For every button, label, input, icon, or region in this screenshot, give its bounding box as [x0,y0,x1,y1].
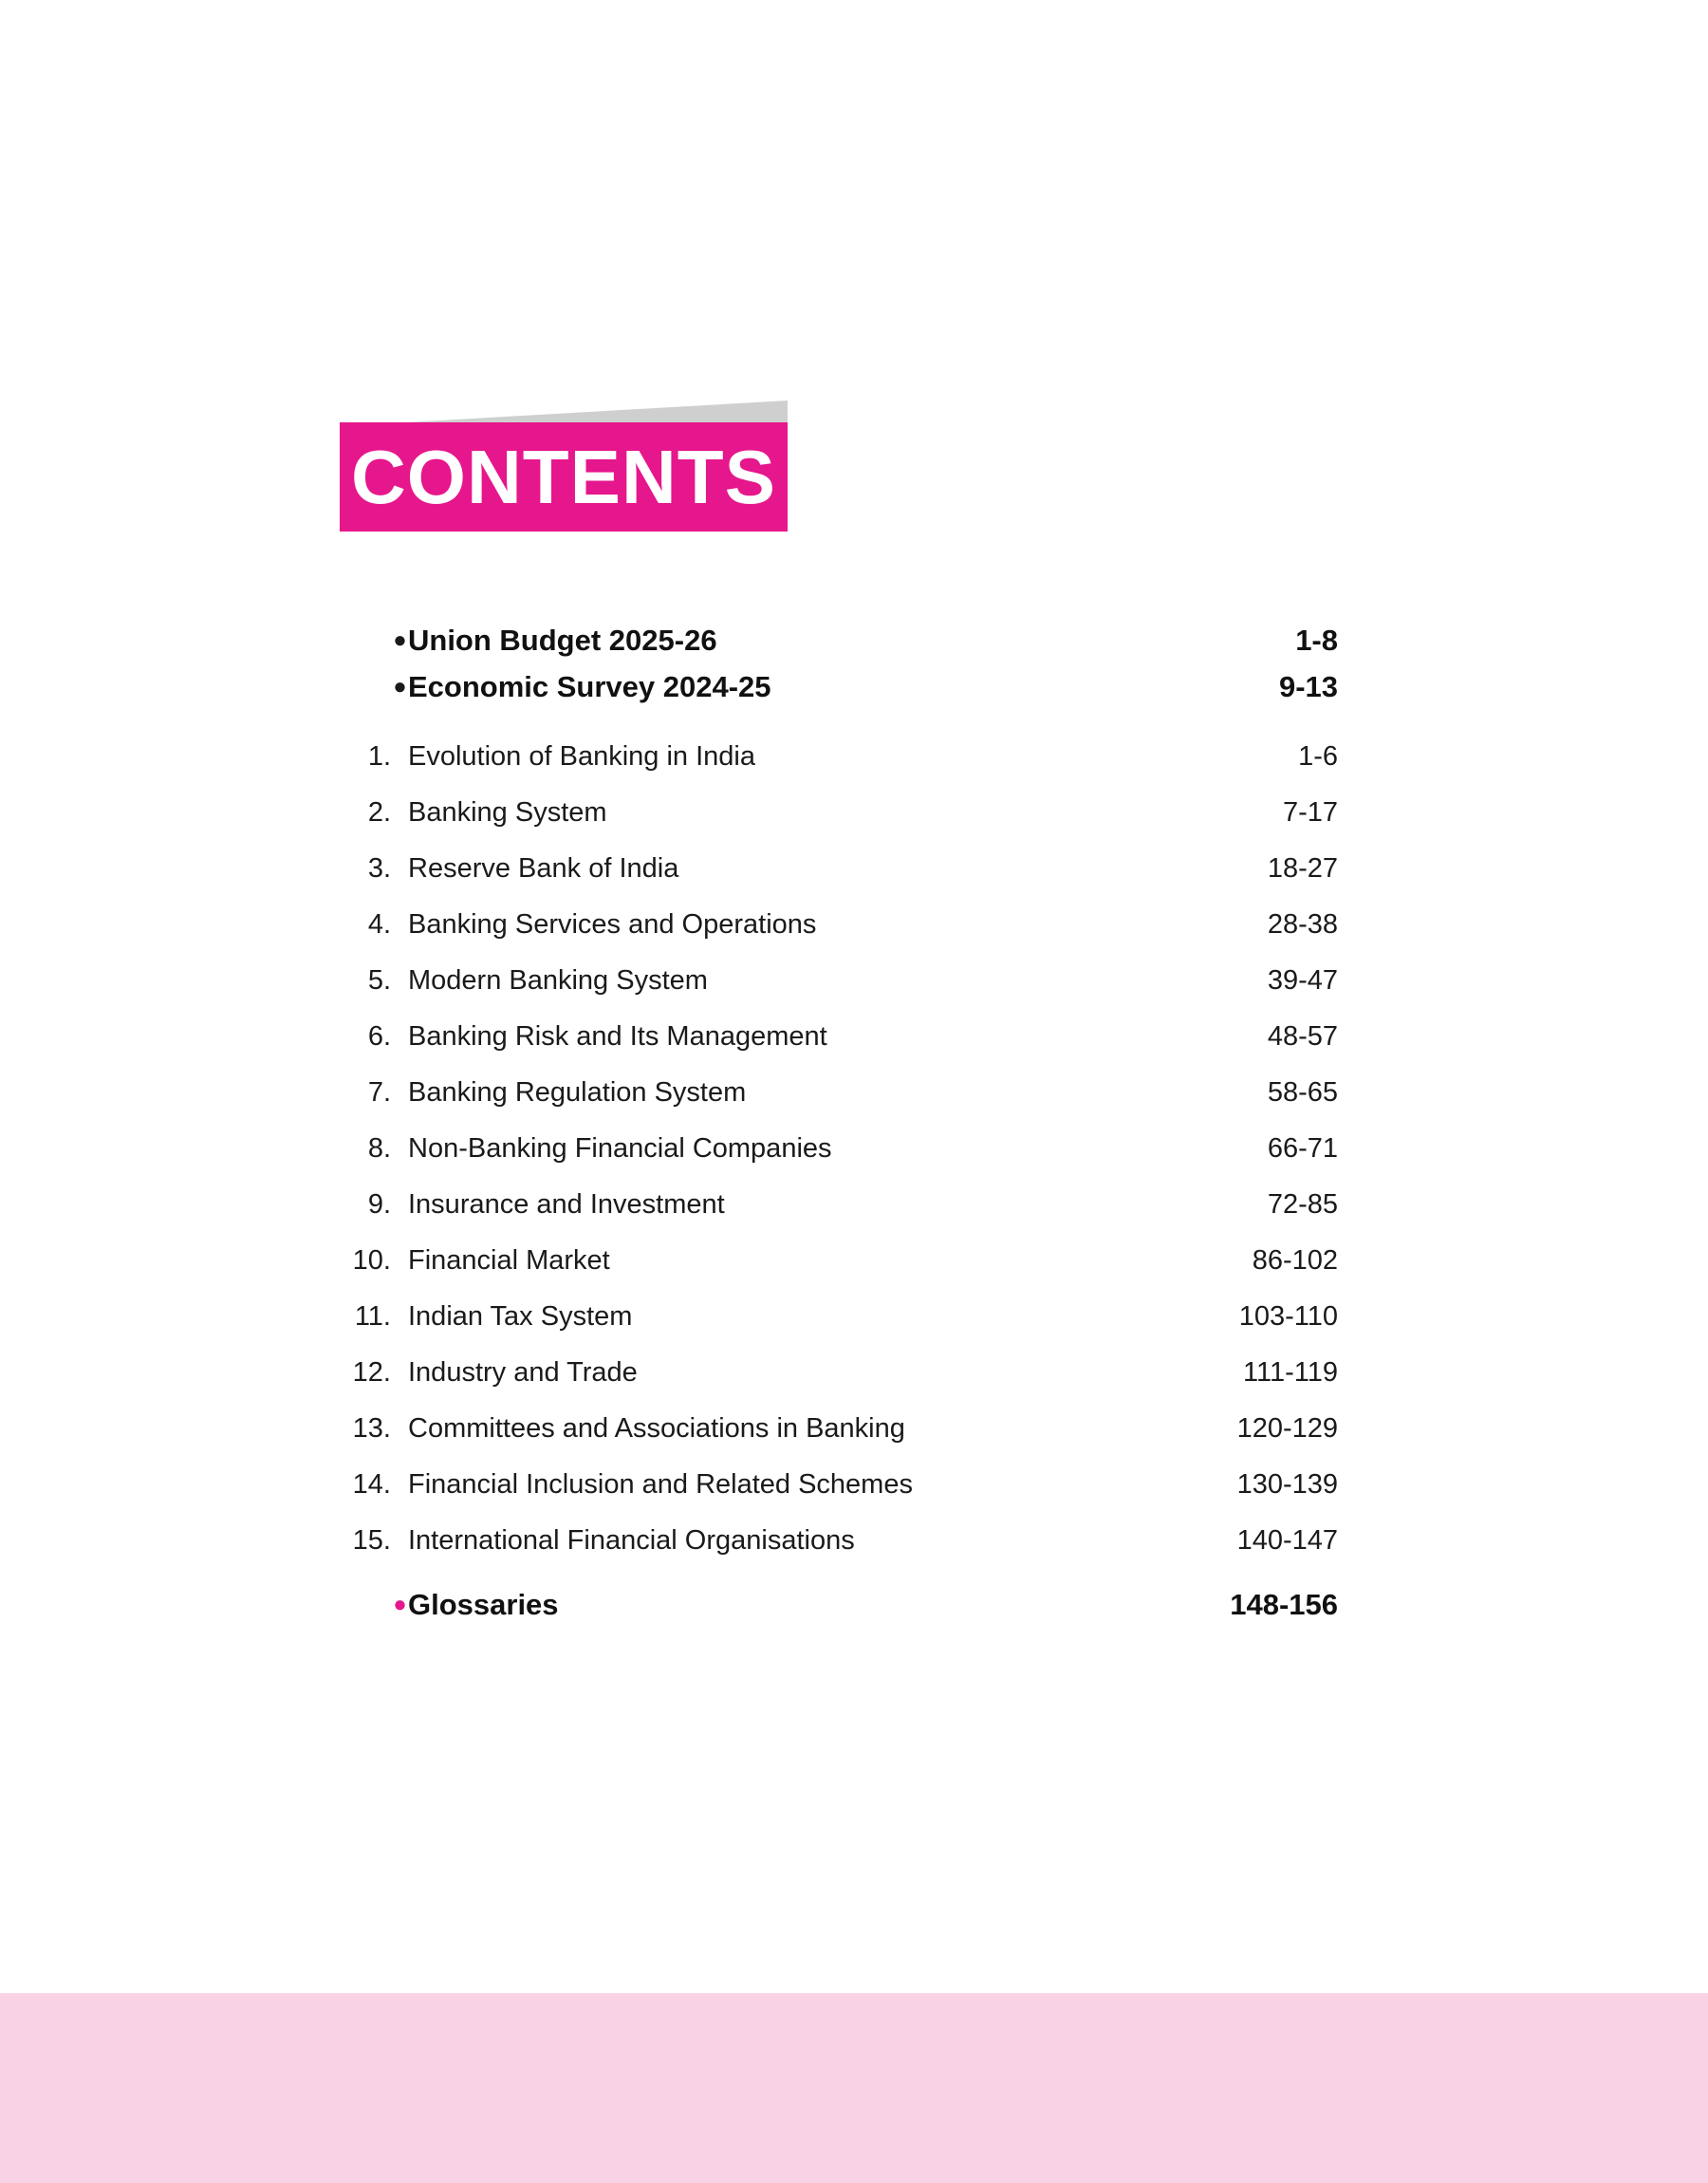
chapter-row[interactable] [340,1289,1338,1345]
chapter-number: 15. [352,1525,391,1556]
contents-heading [340,401,788,532]
chapter-pages: 58-65 [1267,1077,1338,1108]
chapter-title: Banking Risk and Its Management [408,1021,827,1052]
chapter-row[interactable] [340,1177,1338,1233]
chapter-title: Non-Banking Financial Companies [408,1133,832,1164]
chapter-title: Industry and Trade [408,1357,638,1388]
chapter-title: Banking System [408,797,607,828]
table-of-contents [340,617,1338,1628]
chapter-number: 8. [367,1133,391,1164]
chapter-number: 13. [352,1413,391,1444]
chapter-title: Insurance and Investment [408,1189,725,1220]
chapter-number: 2. [367,797,391,828]
chapter-title: Evolution of Banking in India [408,741,755,772]
chapter-pages: 120-129 [1236,1413,1338,1444]
chapter-row[interactable] [340,1345,1338,1401]
chapter-pages: 72-85 [1267,1189,1338,1220]
chapter-title: Committees and Associations in Banking [408,1413,905,1444]
toc-highlight-title: Glossaries [408,1587,559,1621]
chapter-pages: 86-102 [1252,1245,1338,1276]
chapter-pages: 103-110 [1238,1301,1338,1332]
chapter-row[interactable] [340,1065,1338,1121]
chapter-title: Banking Services and Operations [408,909,817,940]
chapter-row[interactable] [340,1457,1338,1513]
bullet-icon: ● [393,626,407,653]
chapter-number: 5. [367,965,391,996]
chapter-row[interactable] [340,1009,1338,1065]
toc-highlight-pages: 1-8 [1295,623,1338,657]
bullet-icon: ● [393,1591,407,1617]
chapter-row[interactable] [340,841,1338,897]
chapter-title: Financial Market [408,1245,610,1276]
toc-highlight-row[interactable] [340,663,1338,710]
chapter-title: Indian Tax System [408,1301,633,1332]
chapter-number: 9. [367,1189,391,1220]
chapter-number: 12. [352,1357,391,1388]
toc-highlight-title: Union Budget 2025-26 [408,623,717,657]
toc-highlight-title: Economic Survey 2024-25 [408,669,771,703]
chapter-pages: 1-6 [1298,741,1338,772]
chapter-pages: 48-57 [1267,1021,1338,1052]
footer-band [0,1993,1708,2183]
chapter-number: 10. [352,1245,391,1276]
chapter-row[interactable] [340,1513,1338,1569]
chapter-pages: 66-71 [1267,1133,1338,1164]
chapter-number: 7. [367,1077,391,1108]
bullet-icon: ● [393,673,407,700]
chapter-title: International Financial Organisations [408,1525,855,1556]
chapter-row[interactable] [340,1121,1338,1177]
toc-highlight-row[interactable] [340,1581,1338,1628]
chapter-row[interactable] [340,897,1338,953]
chapter-number: 6. [367,1021,391,1052]
chapter-row[interactable] [340,729,1338,785]
chapter-title: Banking Regulation System [408,1077,747,1108]
chapter-row[interactable] [340,1233,1338,1289]
chapter-pages: 140-147 [1236,1525,1338,1556]
chapter-number: 4. [367,909,391,940]
chapter-row[interactable] [340,785,1338,841]
chapter-number: 14. [352,1469,391,1500]
chapter-number: 1. [367,741,391,772]
chapter-row[interactable] [340,953,1338,1009]
chapter-pages: 130-139 [1236,1469,1338,1500]
toc-highlight-row[interactable] [340,617,1338,663]
chapter-pages: 39-47 [1267,965,1338,996]
chapter-pages: 18-27 [1267,853,1338,884]
toc-highlight-pages: 148-156 [1230,1587,1338,1621]
chapter-number: 11. [354,1301,391,1332]
chapter-title: Modern Banking System [408,965,708,996]
chapter-pages: 111-119 [1243,1357,1338,1388]
chapter-title: Financial Inclusion and Related Schemes [408,1469,913,1500]
toc-highlight-pages: 9-13 [1278,669,1338,703]
chapter-pages: 28-38 [1267,909,1338,940]
chapter-number: 3. [367,853,391,884]
chapter-row[interactable] [340,1401,1338,1457]
page-title: CONTENTS [340,422,788,532]
chapter-title: Reserve Bank of India [408,853,679,884]
chapter-pages: 7-17 [1282,797,1338,828]
chapter-list [340,729,1338,1569]
